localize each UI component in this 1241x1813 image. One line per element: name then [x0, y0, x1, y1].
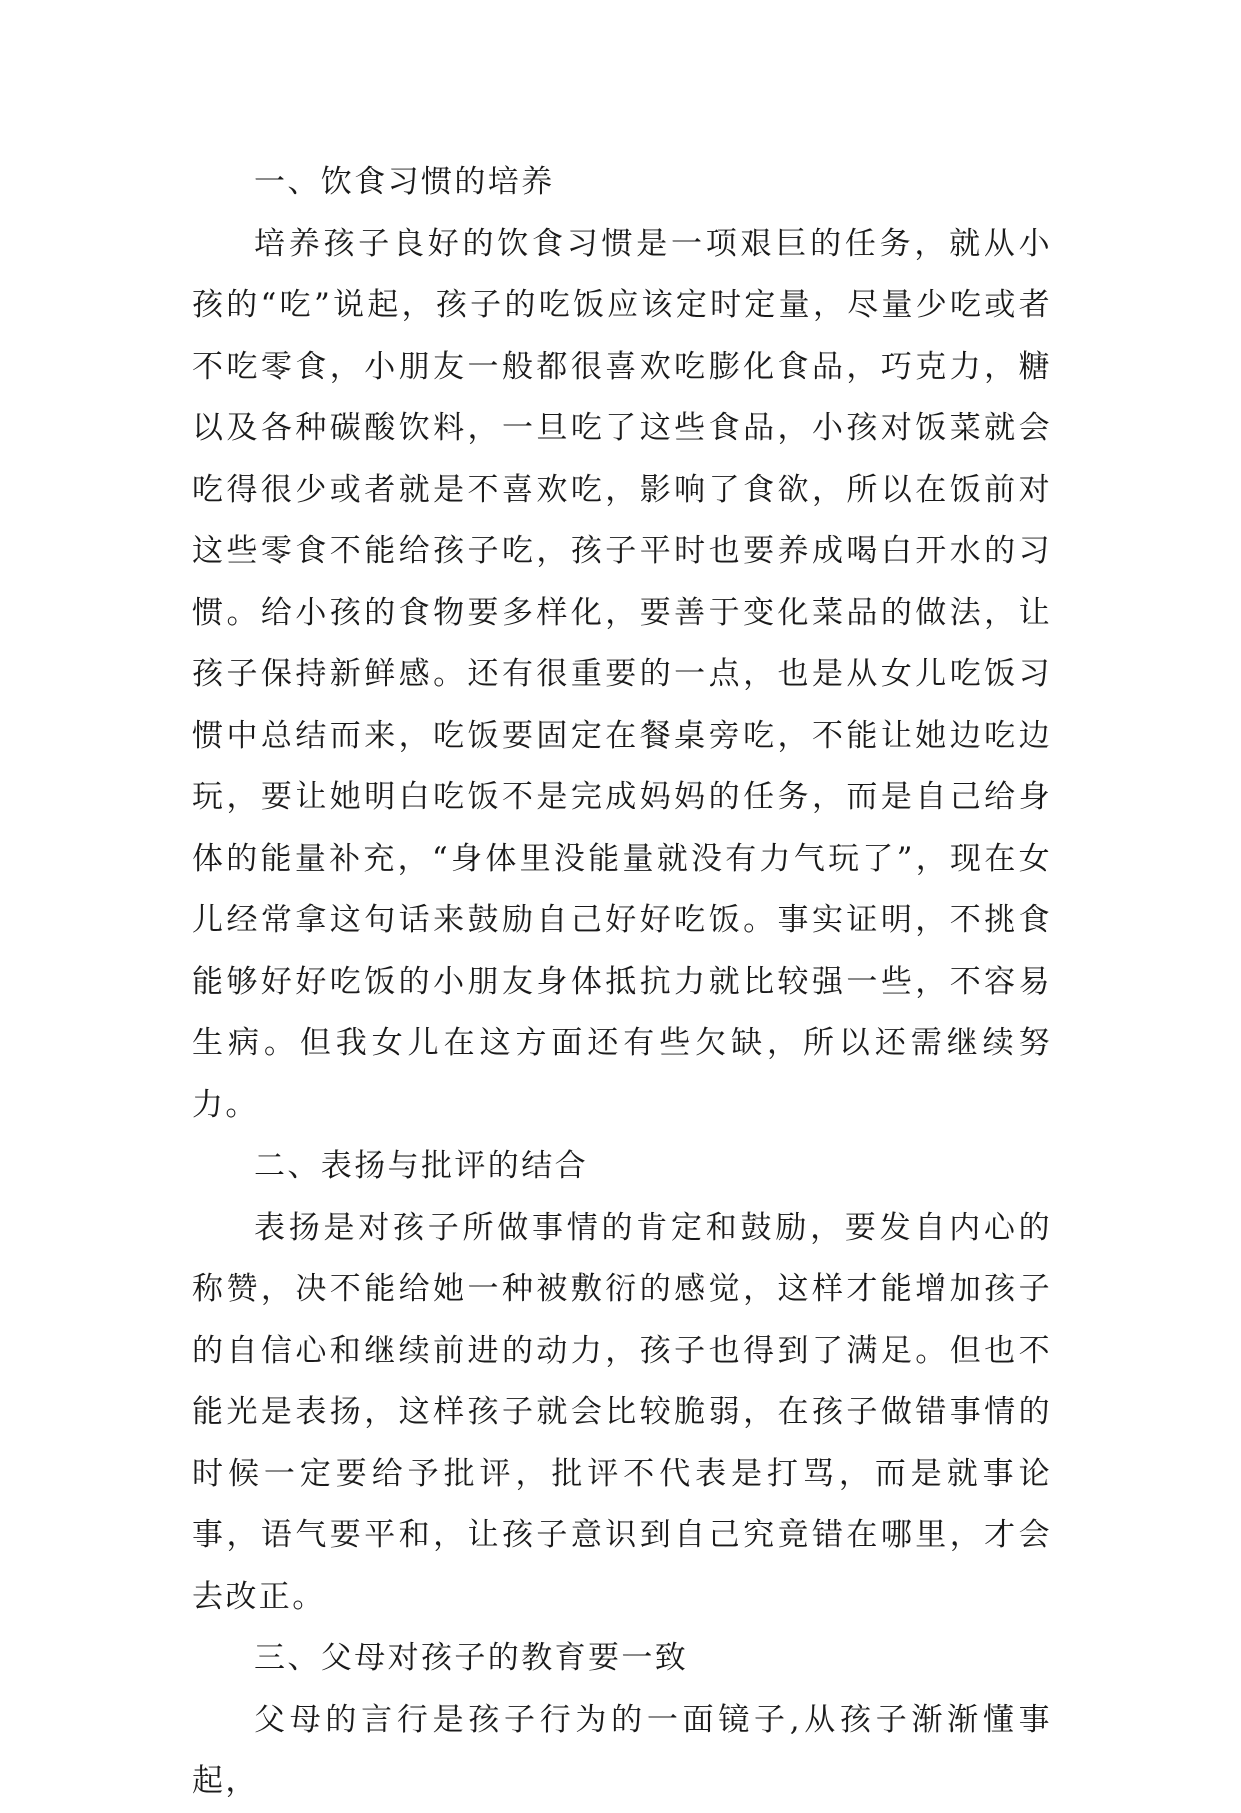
section-heading-praise-criticism: 二、表扬与批评的结合 [254, 1148, 588, 1184]
section-heading-parents-consistency: 三、父母对孩子的教育要一致 [254, 1640, 689, 1676]
document-body [192, 152, 1052, 1813]
paragraph-diet-habits: 培养孩子良好的饮食习惯是一项艰巨的任务，就从小孩的“吃”说起，孩子的吃饭应该定时定量，尽量少吃或者不吃零食，小朋友一般都很喜欢吃膨化食品，巧克力，糖以及各种碳酸饮料，一旦吃了这些食品，小孩对饭菜就会吃得很少或者就是不喜欢吃，影响了食欲，所以在饭前对这些零食不能给孩子吃，孩子平时也要养成喝白开水的习惯。给小孩的食物要多样化，要善于变化菜品的做法，让孩子保持新鲜感。还有很重要的一点，也是从女儿吃饭习惯中总结而来，吃饭要固定在餐桌旁吃，不能让她边吃边玩，要让她明白吃饭不是完成妈妈的任务，而是自己给身体的能量补充，“身体里没能量就没有力气玩了”，现在女儿经常拿这句话来鼓励自己好好吃饭。事实证明，不挑食能够好好吃饭的小朋友身体抵抗力就比较强一些，不容易生病。但我女儿在这方面还有些欠缺，所以还需继续努力。 [192, 225, 1052, 1123]
section-heading-diet-habits: 一、饮食习惯的培养 [254, 164, 555, 200]
paragraph-parents-consistency: 父母的言行是孩子行为的一面镜子,从孩子渐渐懂事起， [192, 1701, 1052, 1799]
paragraph-praise-criticism: 表扬是对孩子所做事情的肯定和鼓励，要发自内心的称赞，决不能给她一种被敷衍的感觉，这样才能增加孩子的自信心和继续前进的动力，孩子也得到了满足。但也不能光是表扬，这样孩子就会比较脆弱，在孩子做错事情的时候一定要给予批评，批评不代表是打骂，而是就事论事，语气要平和，让孩子意识到自己究竟错在哪里，才会去改正。 [192, 1209, 1052, 1615]
